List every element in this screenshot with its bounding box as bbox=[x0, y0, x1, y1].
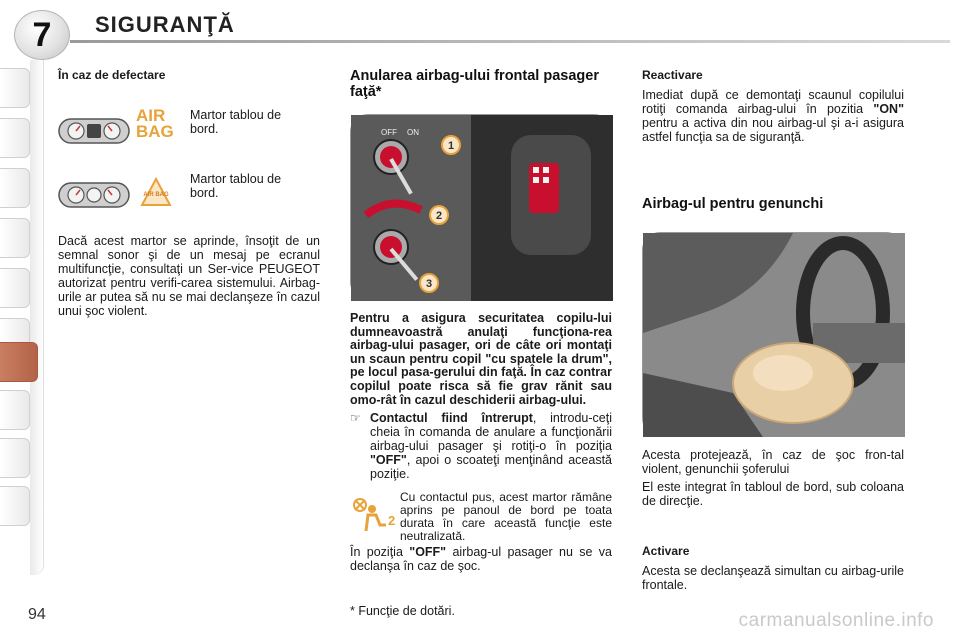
disabled-warning-info bbox=[350, 491, 612, 543]
chapter-tab-5[interactable] bbox=[0, 268, 30, 308]
activation-heading: Activare bbox=[642, 544, 690, 558]
airbag-text-icon: AIR BAG bbox=[136, 106, 174, 141]
knee-airbag-photo bbox=[642, 232, 904, 436]
dashboard-icon bbox=[58, 180, 130, 210]
chapter-tab-4[interactable] bbox=[0, 218, 30, 258]
chapter-tab-7-active[interactable] bbox=[0, 342, 38, 382]
chapter-tab-rail bbox=[0, 60, 44, 575]
svg-text:2: 2 bbox=[388, 513, 396, 529]
column-defect bbox=[58, 68, 320, 318]
knee-airbag-heading: Airbag-ul pentru genunchi bbox=[642, 196, 824, 212]
svg-text:OFF: OFF bbox=[381, 128, 397, 137]
svg-text:AIR BAG: AIR BAG bbox=[143, 192, 169, 198]
disabled-warning-text: Cu contactul pus, acest martor rămâne aprins pe panoul de bord pe toata durata în care această funcţie este neutralizată. bbox=[400, 490, 612, 544]
off-position-text: În poziţia "OFF" airbag-ul pasager nu se va declanşa în caz de şoc. bbox=[350, 545, 612, 574]
chapter-tab-10[interactable] bbox=[0, 486, 30, 526]
rail-edge bbox=[30, 60, 44, 575]
column-passenger-airbag bbox=[350, 68, 612, 573]
page-number: 94 bbox=[28, 606, 46, 623]
activation-text: Acesta se declanşează simultan cu airbag-urile frontale. bbox=[642, 564, 904, 592]
defect-heading: În caz de defectare bbox=[58, 68, 166, 82]
passenger-airbag-off-icon bbox=[350, 495, 400, 535]
chapter-tab-9[interactable] bbox=[0, 438, 30, 478]
child-seat-warning: Pentru a asigura securitatea copilu-lui dumneavoastră anulaţi funcţiona-rea airbag-ului pasager, ori de câte ori montaţi un scaun pentru copil "cu spatele la drum", pe locul pasa-gerului din faţă. În caz contrar copilul poate risca să fie grav rănit sau omo-rât în cazul deschiderii airbag-ului. bbox=[350, 311, 612, 407]
dashboard-icon bbox=[58, 116, 130, 146]
chapter-number-badge: 7 bbox=[14, 10, 70, 60]
footnote: * Funcţie de dotări. bbox=[350, 604, 455, 618]
knee-protection-text: Acesta protejează, în caz de şoc fron-tal violent, genunchii şoferului bbox=[642, 448, 904, 476]
svg-text:1: 1 bbox=[447, 140, 455, 152]
svg-text:3: 3 bbox=[425, 278, 433, 290]
key-instruction-text: Contactul fiind întrerupt, introdu-ceţi cheia în comanda de anulare a funcţionării airbag-ului pasager şi rotiţi-o în poziţia "OFF", apoi o scoateţi menţinând această poziţie. bbox=[370, 411, 612, 482]
pointing-hand-icon: ☞ bbox=[350, 411, 361, 426]
defect-body-text: Dacă acest martor se aprinde, însoţit de un semnal sonor şi de un mesaj pe ecranul multifuncţie, consultaţi un Ser-vice PEUGEOT autorizat pentru verifi-carea sistemului. Airbag-urile ar putea să nu se mai declanşeze în cazul unui şoc violent. bbox=[58, 234, 320, 318]
indicator-label-2: Martor tablou de bord. bbox=[190, 172, 282, 200]
chapter-tab-1[interactable] bbox=[0, 68, 30, 108]
airbag-warning-triangle-icon bbox=[136, 172, 176, 212]
chapter-title: SIGURANŢĂ bbox=[95, 12, 235, 37]
column-reactivation bbox=[642, 68, 904, 592]
indicator-row-1 bbox=[58, 108, 320, 168]
svg-text:2: 2 bbox=[435, 210, 443, 222]
reactivation-heading: Reactivare bbox=[642, 68, 703, 82]
key-instruction-bullet bbox=[350, 411, 612, 481]
chapter-tab-3[interactable] bbox=[0, 168, 30, 208]
svg-text:ON: ON bbox=[407, 128, 419, 137]
indicator-label-1: Martor tablou de bord. bbox=[190, 108, 282, 136]
indicator-row-2 bbox=[58, 172, 320, 232]
chapter-tab-2[interactable] bbox=[0, 118, 30, 158]
knee-location-text: El este integrat în tabloul de bord, sub coloana de direcţie. bbox=[642, 480, 904, 508]
header-rule bbox=[70, 40, 950, 43]
passenger-airbag-heading: Anularea airbag-ului frontal pasager faţă* bbox=[350, 68, 599, 100]
reactivation-text: Imediat după ce demontaţi scaunul copilului rotiţi comanda airbag-ului în pozitia "ON" pentru a activa din nou airbag-ul şi a-i asigura astfel funcţia sa de siguranţă. bbox=[642, 88, 904, 144]
chapter-tab-8[interactable] bbox=[0, 390, 30, 430]
watermark: carmanualsonline.info bbox=[738, 610, 934, 631]
airbag-key-switch-photo bbox=[350, 114, 612, 300]
